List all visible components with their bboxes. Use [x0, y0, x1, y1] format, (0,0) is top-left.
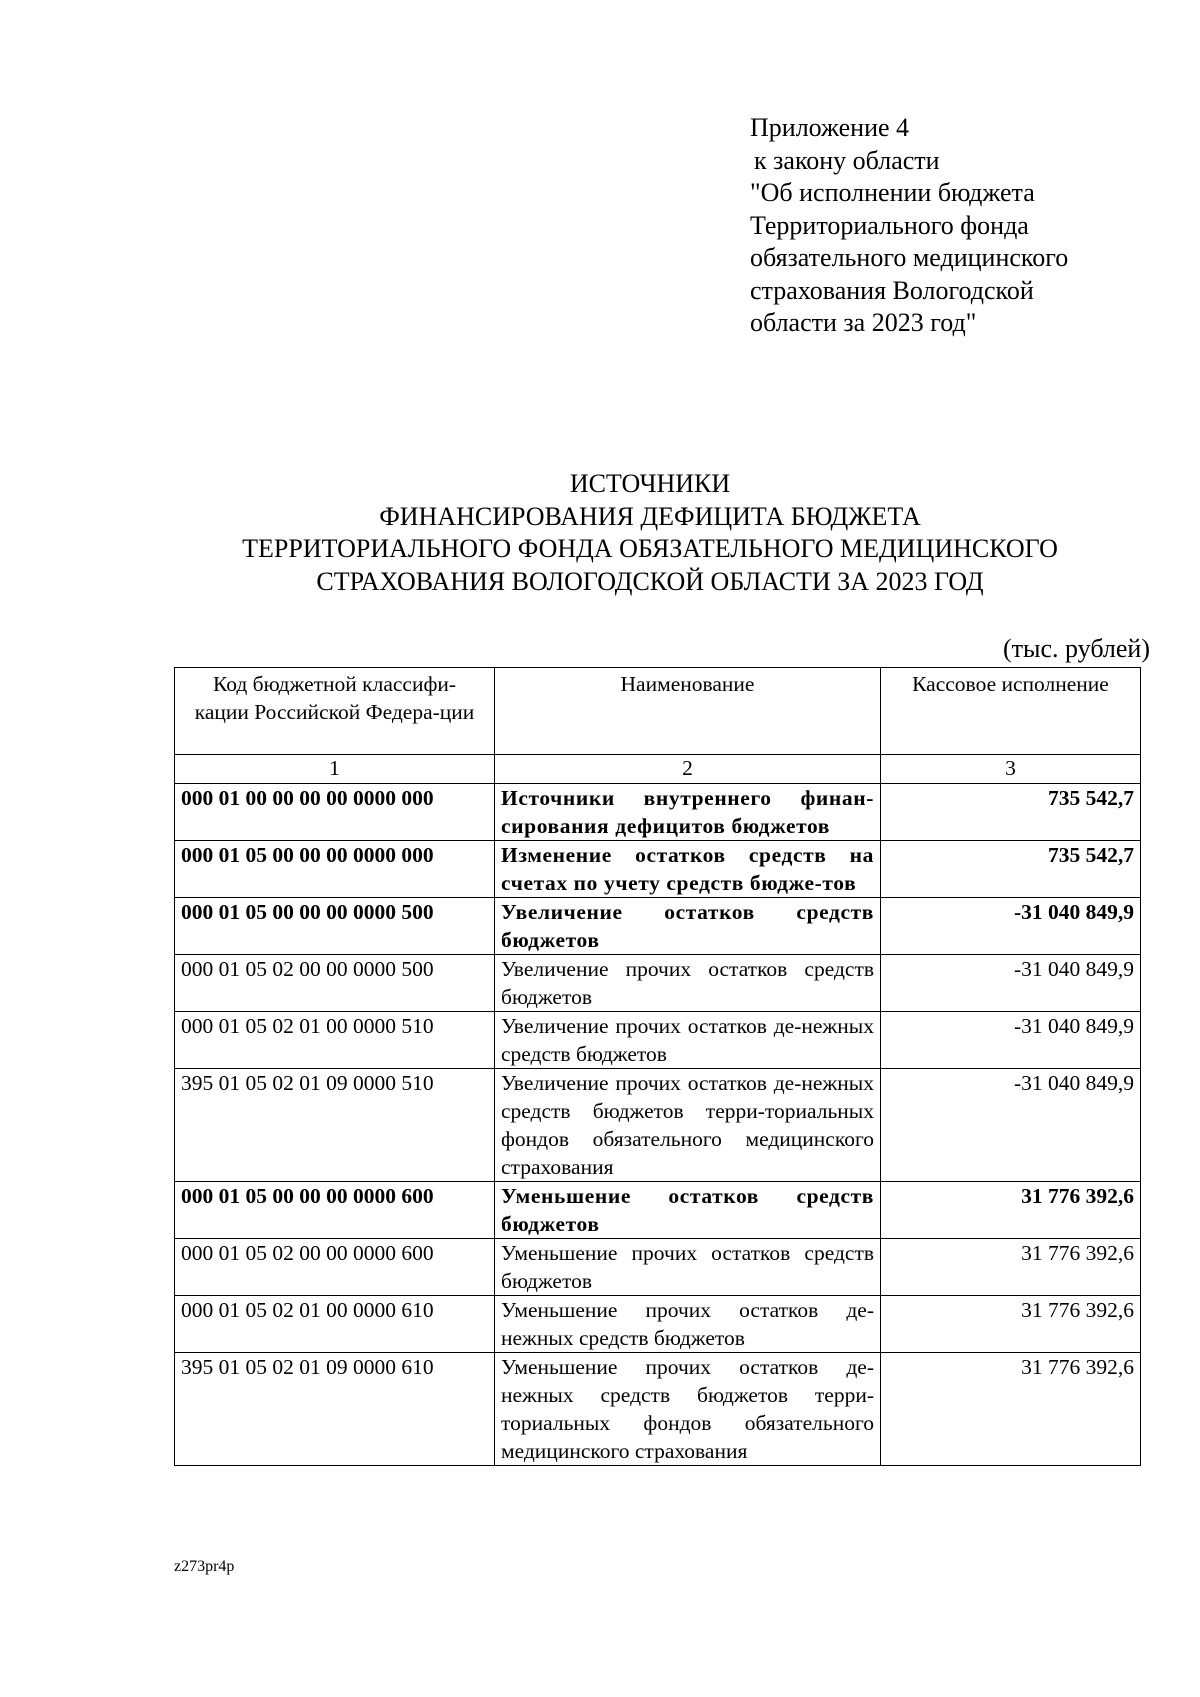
value-cell: 31 776 392,6 — [881, 1182, 1141, 1239]
title-line: ФИНАНСИРОВАНИЯ ДЕФИЦИТА БЮДЖЕТА — [379, 501, 921, 531]
table-row — [175, 784, 1141, 841]
name-cell: Источники внутреннего финан-сирования дефицитов бюджетов — [495, 784, 881, 841]
value-cell: 31 776 392,6 — [881, 1296, 1141, 1353]
annex-heading — [750, 112, 1170, 340]
code-cell: 000 01 05 00 00 00 0000 000 — [175, 841, 495, 898]
table-row — [175, 1012, 1141, 1069]
code-cell: 000 01 00 00 00 00 0000 000 — [175, 784, 495, 841]
name-cell: Уменьшение остатков средств бюджетов — [495, 1182, 881, 1239]
table-row — [175, 955, 1141, 1012]
code-cell: 000 01 05 02 00 00 0000 500 — [175, 955, 495, 1012]
header-name: Наименование — [495, 668, 881, 755]
code-cell: 000 01 05 00 00 00 0000 500 — [175, 898, 495, 955]
header-execution: Кассовое исполнение — [881, 668, 1141, 755]
code-cell: 395 01 05 02 01 09 0000 510 — [175, 1069, 495, 1182]
annex-line: обязательного медицинского — [750, 243, 1069, 272]
name-cell: Изменение остатков средств на счетах по учету средств бюдже-тов — [495, 841, 881, 898]
table-row — [175, 898, 1141, 955]
name-cell: Уменьшение прочих остатков де-нежных средств бюджетов терри-ториальных фондов обязательного медицинского страхования — [495, 1353, 881, 1466]
code-cell: 000 01 05 00 00 00 0000 600 — [175, 1182, 495, 1239]
title-line: СТРАХОВАНИЯ ВОЛОГОДСКОЙ ОБЛАСТИ ЗА 2023 ГОД — [316, 566, 984, 596]
annex-line: страхования Вологодской — [750, 275, 1034, 305]
table-row — [175, 1296, 1141, 1353]
code-cell: 000 01 05 02 01 00 0000 610 — [175, 1296, 495, 1353]
column-number: 3 — [881, 755, 1141, 784]
code-cell: 395 01 05 02 01 09 0000 610 — [175, 1353, 495, 1466]
value-cell: -31 040 849,9 — [881, 1069, 1141, 1182]
column-number-row — [175, 755, 1141, 784]
name-cell: Увеличение прочих остатков де-нежных средств бюджетов терри-ториальных фондов обязательного медицинского страхования — [495, 1069, 881, 1182]
title-line: ТЕРРИТОРИАЛЬНОГО ФОНДА ОБЯЗАТЕЛЬНОГО МЕДИЦИНСКОГО — [242, 534, 1058, 563]
table-body — [175, 784, 1141, 1466]
code-cell: 000 01 05 02 00 00 0000 600 — [175, 1239, 495, 1296]
document-code: z273pr4p — [174, 1558, 235, 1575]
units-label: (тыс. рублей) — [1002, 634, 1150, 663]
value-cell: 735 542,7 — [881, 841, 1141, 898]
name-cell: Увеличение прочих остатков средств бюджетов — [495, 955, 881, 1012]
table-header-row — [175, 668, 1141, 755]
column-number: 2 — [495, 755, 881, 784]
table-row — [175, 841, 1141, 898]
table-row — [175, 1239, 1141, 1296]
name-cell: Увеличение остатков средств бюджетов — [495, 898, 881, 955]
value-cell: 31 776 392,6 — [881, 1353, 1141, 1466]
column-number: 1 — [175, 755, 495, 784]
table-row — [175, 1182, 1141, 1239]
name-cell: Уменьшение прочих остатков де-нежных средств бюджетов — [495, 1296, 881, 1353]
annex-line: к закону области — [754, 145, 940, 175]
value-cell: -31 040 849,9 — [881, 1012, 1141, 1069]
document-title — [0, 468, 1200, 598]
value-cell: 31 776 392,6 — [881, 1239, 1141, 1296]
name-cell: Уменьшение прочих остатков средств бюджетов — [495, 1239, 881, 1296]
annex-line: Приложение 4 — [750, 113, 910, 142]
value-cell: 735 542,7 — [881, 784, 1141, 841]
annex-line: области за 2023 год" — [750, 308, 977, 337]
value-cell: -31 040 849,9 — [881, 898, 1141, 955]
table-row — [175, 1069, 1141, 1182]
title-line: ИСТОЧНИКИ — [569, 469, 731, 498]
code-cell: 000 01 05 02 01 00 0000 510 — [175, 1012, 495, 1069]
financing-sources-table — [174, 667, 1141, 1466]
annex-line: Территориального фонда — [750, 210, 1029, 240]
name-cell: Увеличение прочих остатков де-нежных средств бюджетов — [495, 1012, 881, 1069]
value-cell: -31 040 849,9 — [881, 955, 1141, 1012]
table-row — [175, 1353, 1141, 1466]
header-code: Код бюджетной классифи-кации Российской Федера-ции — [175, 668, 495, 755]
annex-line: "Об исполнении бюджета — [750, 178, 1035, 207]
